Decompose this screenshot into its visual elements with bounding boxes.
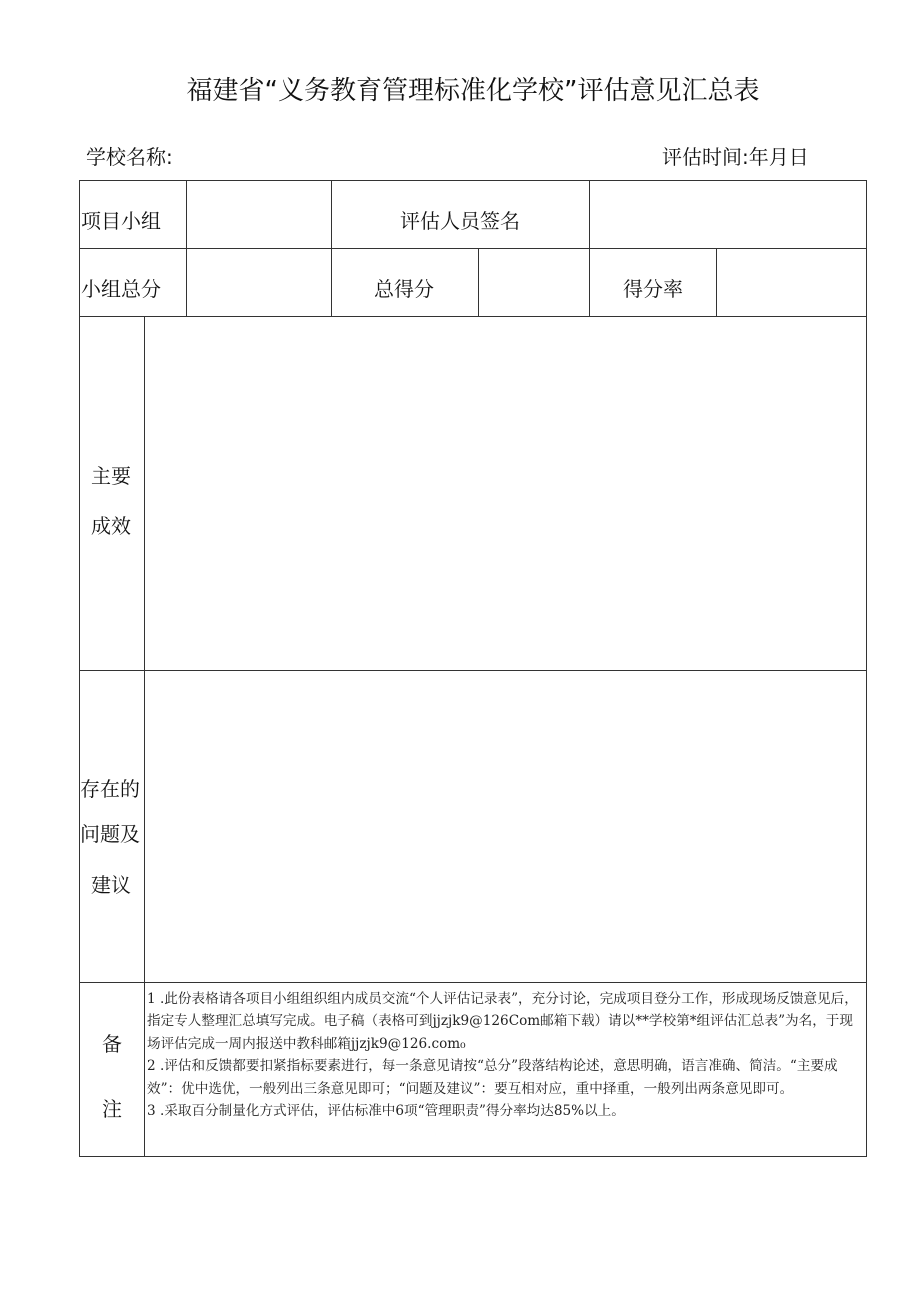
- signature-label-cell: [331, 180, 590, 249]
- remarks-note-3: 3 .采取百分制量化方式评估，评估标准中6项“管理职责”得分率均达85%以上。: [147, 1103, 625, 1120]
- remarks-label-cell: [79, 982, 145, 1157]
- problems-label-line2: 问题及: [80, 822, 140, 846]
- eval-time-label: 评估时间:: [662, 145, 749, 169]
- achievements-label-line1: 主要: [91, 464, 131, 488]
- score-rate-value-cell[interactable]: [716, 248, 867, 317]
- remarks-label-line2: 注: [102, 1097, 122, 1121]
- problems-label-line3: 建议: [91, 873, 131, 897]
- achievements-label-cell: [79, 316, 145, 671]
- problems-label-line1: 存在的: [80, 777, 140, 801]
- signature-label: 评估人员签名: [400, 209, 520, 233]
- score-rate-label: 得分率: [623, 277, 683, 301]
- eval-date-placeholder: 年月日: [748, 145, 809, 169]
- achievements-content-cell[interactable]: [144, 316, 867, 671]
- group-total-label-cell: [79, 248, 187, 317]
- page-title: 福建省“义务教育管理标准化学校”评估意见汇总表: [186, 76, 760, 106]
- group-label-cell: [79, 180, 187, 249]
- group-value-cell[interactable]: [186, 180, 332, 249]
- school-name-label: 学校名称:: [86, 145, 173, 169]
- remarks-note-2: 2 .评估和反馈都要扣紧指标要素进行，每一条意见请按“总分”段落结构论述，意思明确，语言准确、简洁。“主要成效”：优中选优，一般列出三条意见即可；“问题及建议”：要互相对应，重中择重，一般列出两条意见即可。: [147, 1058, 838, 1097]
- problems-content-cell[interactable]: [144, 670, 867, 983]
- total-score-value-cell[interactable]: [478, 248, 590, 317]
- eval-time-line: [662, 141, 809, 170]
- achievements-label-line2: 成效: [91, 514, 131, 538]
- group-total-value-cell[interactable]: [186, 248, 332, 317]
- signature-value-cell[interactable]: [589, 180, 867, 249]
- remarks-notes: [147, 988, 865, 1122]
- total-score-label: 总得分: [374, 277, 434, 301]
- problems-label-cell: [79, 670, 145, 983]
- group-total-label: 小组总分: [81, 277, 161, 301]
- remarks-label-line1: 备: [102, 1032, 122, 1056]
- remarks-note-1: 1 .此份表格请各项目小组组织组内成员交流“个人评估记录表”，充分讨论，完成项目登分工作，形成现场反馈意见后，指定专人整理汇总填写完成。电子稿（表格可到jjzjk9@126Com邮箱下载）请以**学校第*组评估汇总表”为名，于现场评估完成一周内报送中教科邮箱jjzjk9@126.com₀: [147, 991, 858, 1052]
- score-rate-label-cell: [589, 248, 717, 317]
- group-label: 项目小组: [81, 209, 161, 233]
- total-score-label-cell: [331, 248, 479, 317]
